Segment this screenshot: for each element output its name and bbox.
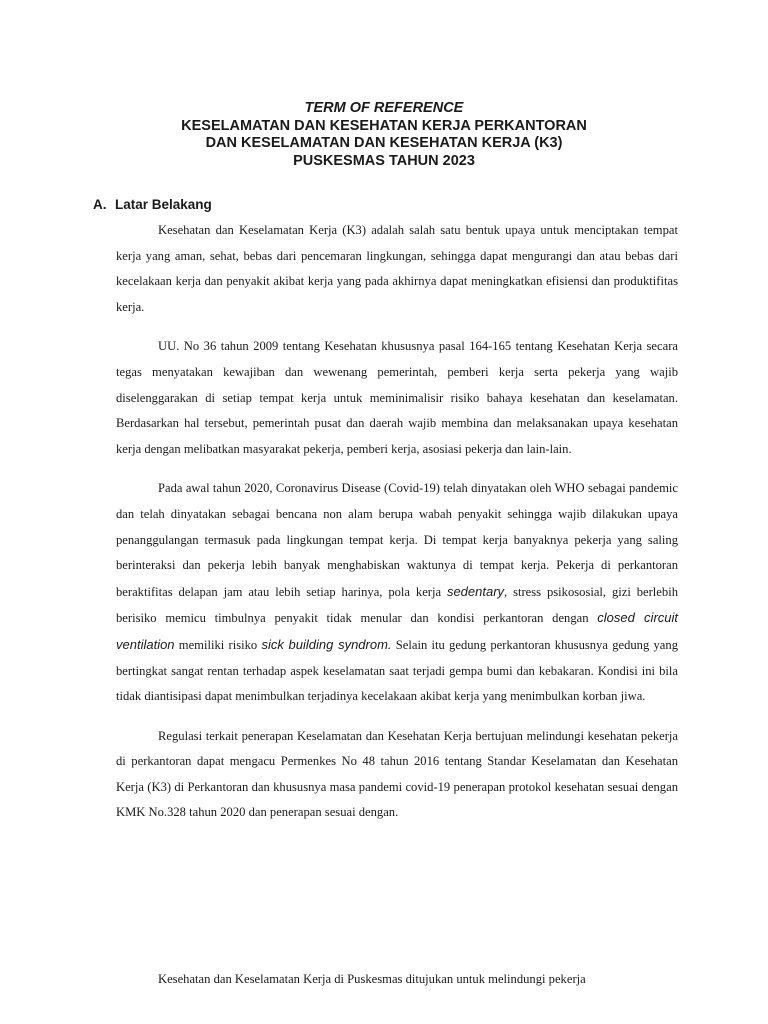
paragraph-3 xyxy=(116,476,678,709)
section-title: Latar Belakang xyxy=(115,197,212,212)
term-closed-circuit-ventilation: closed circuit ventilation xyxy=(116,610,679,652)
paragraph-3-part-a: Pada awal tahun 2020, Coronavirus Disease (Covid-19) telah dinyatakan oleh WHO sebagai pandemic dan telah dinyatakan sebagai bencana non alam berupa wabah penyakit sehingga wajib dilakukan upaya penanggulangan termasuk pada lingkungan tempat kerja. Di tempat kerja banyaknya pekerja yang saling berinteraksi dan pekerja lebih banyak menghabiskan waktunya di tempat kerja. Pekerja di perkantoran beraktifitas delapan jam atau lebih setiap harinya, pola kerja xyxy=(116,481,678,599)
document-title xyxy=(0,100,768,170)
body-text-continued xyxy=(116,967,678,1007)
section-letter: A. xyxy=(93,197,107,212)
paragraph-3-part-c: memiliki risiko xyxy=(174,637,262,652)
title-line-3: DAN KESELAMATAN DAN KESEHATAN KERJA (K3) xyxy=(205,135,563,151)
title-line-2: KESELAMATAN DAN KESEHATAN KERJA PERKANTORAN xyxy=(181,117,587,134)
body-text xyxy=(116,218,678,840)
paragraph-3-part-d: Selain itu gedung perkantoran khususnya gedung yang bertingkat sangat rentan terhadap aspek keselamatan saat terjadi gempa bumi dan kebakaran. Kondisi ini bila tidak diantisipasi dapat menimbulkan terjadinya kecelakaan akibat kerja yang menimbulkan korban jiwa. xyxy=(116,637,678,704)
section-heading-a xyxy=(93,197,212,212)
paragraph-2: UU. No 36 tahun 2009 tentang Kesehatan khususnya pasal 164-165 tentang Kesehatan Kerja secara tegas menyatakan kewajiban dan wewenang pemerintah, pemberi kerja serta pekerja yang wajib diselenggarakan di setiap tempat kerja untuk meminimalisir risiko bahaya kesehatan dan keselamatan. Berdasarkan hal tersebut, pemerintah pusat dan daerah wajib membina dan melaksanakan upaya kesehatan kerja dengan melibatkan masyarakat pekerja, pemberi kerja, asosiasi pekerja dan lain-lain. xyxy=(116,339,678,456)
paragraph-4: Regulasi terkait penerapan Keselamatan dan Kesehatan Kerja bertujuan melindungi kesehatan pekerja di perkantoran dapat mengacu Permenkes No 48 tahun 2016 tentang Standar Keselamatan dan Kesehatan Kerja (K3) di Perkantoran dan khususnya masa pandemi covid-19 penerapan protokol kesehatan sesuai dengan KMK No.328 tahun 2020 dan penerapan sesuai dengan. xyxy=(116,728,678,820)
term-sedentary: sedentary xyxy=(446,583,505,599)
paragraph-3-part-b: , stress psikososial, gizi berlebih berisiko memicu timbulnya penyakit tidak menular dan kondisi perkantoran dengan xyxy=(116,584,678,626)
term-sick-building-syndrom: sick building syndrom. xyxy=(261,636,392,652)
title-line-4: PUSKESMAS TAHUN 2023 xyxy=(293,152,475,169)
paragraph-1: Kesehatan dan Keselamatan Kerja (K3) adalah salah satu bentuk upaya untuk menciptakan tempat kerja yang aman, sehat, bebas dari pencemaran lingkungan, sehingga dapat mengurangi dan atau bebas dari kecelakaan kerja dan penyakit akibat kerja yang pada akhirnya dapat meningkatkan efisiensi dan produktifitas kerja. xyxy=(116,223,678,314)
title-line-1: TERM OF REFERENCE xyxy=(304,100,464,116)
paragraph-5: Kesehatan dan Keselamatan Kerja di Puskesmas ditujukan untuk melindungi pekerja xyxy=(158,972,586,986)
